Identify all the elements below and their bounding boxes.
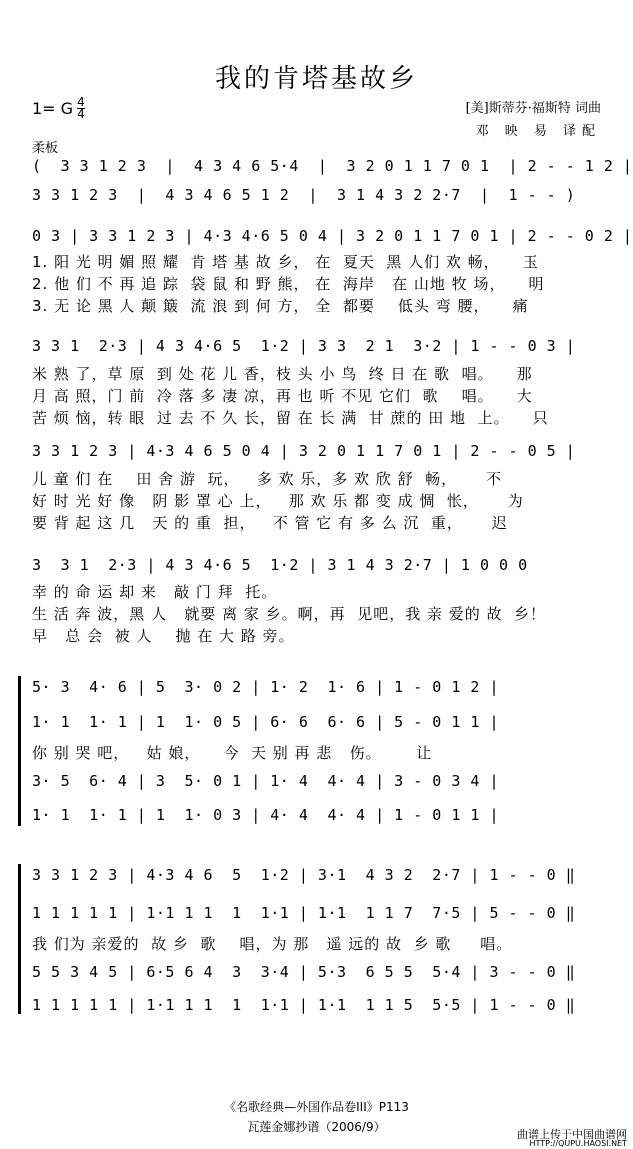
transcriber-credit: 瓦莲金娜抄谱（2006/9）	[247, 1120, 386, 1134]
verse-3-notes: 3 3 1 2 3 | 4·3 4 6 5 0 4 | 3 2 0 1 1 7 0 1 | 2 - - 0 5 |	[32, 442, 576, 460]
chorus-1-lyrics: 你 别 哭 吧， 姑 娘， 今 天 别 再 悲 伤。 让	[32, 744, 433, 762]
verse-4-notes: 3 3 1 2·3 | 4 3 4·6 5 1·2 | 3 1 4 3 2·7 | 1 0 0 0	[32, 556, 528, 574]
chorus-1-bracket	[18, 676, 25, 826]
chorus-1-part-1: 5· 3 4· 6 | 5 3· 0 2 | 1· 2 1· 6 | 1 - 0 1 2 |	[32, 678, 500, 696]
verse-1-lyric-2: 2. 他 们 不 再 追 踪 袋 鼠 和 野 熊， 在 海岸 在 山地 牧 场， 明	[32, 275, 545, 293]
chorus-2-bracket	[18, 864, 25, 1014]
chorus-1-part-3: 3· 5 6· 4 | 3 5· 0 1 | 1· 4 4· 4 | 3 - 0 3 4 |	[32, 772, 500, 790]
key-signature	[32, 97, 85, 120]
intro-line-2: 3 3 1 2 3 | 4 3 4 6 5 1 2 | 3 1 4 3 2 2·7 | 1 - - )	[32, 186, 576, 204]
verse-4-lyric-1: 幸 的 命 运 却 来 敲 门 拜 托。	[32, 583, 278, 601]
intro-line-1: ( 3 3 1 2 3 | 4 3 4 6 5·4 | 3 2 0 1 1 7 0 1 | 2 - - 1 2 |	[32, 157, 633, 175]
tempo-marking: 柔板	[32, 141, 59, 156]
verse-1-lyric-1: 1. 阳 光 明 媚 照 耀 肯 塔 基 故 乡， 在 夏天 黑 人们 欢 畅， 玉	[32, 253, 539, 271]
translator-credit: 邓 映 易 译配	[475, 124, 601, 139]
verse-3-lyric-1: 儿 童 们 在 田 舍 游 玩， 多 欢 乐，多 欢 欣 舒 畅， 不	[32, 470, 502, 488]
verse-1-notes: 0 3 | 3 3 1 2 3 | 4·3 4·6 5 0 4 | 3 2 0 1 1 7 0 1 | 2 - - 0 2 |	[32, 227, 633, 245]
time-top: 4	[77, 95, 85, 109]
verse-4-lyric-2: 生 活 奔 波，黑 人 就要 离 家 乡。啊，再 见吧，我 亲 爱的 故 乡！	[32, 605, 547, 623]
verse-2-lyric-3: 苦 烦 恼，转 眼 过 去 不 久 长，留 在 长 满 甘 蔗的 田 地 上。 只	[32, 409, 549, 427]
chorus-2-part-4: 1 1 1 1 1 | 1·1 1 1 1 1·1 | 1·1 1 1 5 5·5 | 1 - - 0 ‖	[32, 996, 576, 1014]
verse-3-lyric-2: 好 时 光 好 像 阴 影 罩 心 上， 那 欢 乐 都 变 成 惆 怅， 为	[32, 492, 524, 510]
verse-2-notes: 3 3 1 2·3 | 4 3 4·6 5 1·2 | 3 3 2 1 3·2 | 1 - - 0 3 |	[32, 337, 576, 355]
song-title: 我的肯塔基故乡	[214, 64, 418, 94]
chorus-2-part-3: 5 5 3 4 5 | 6·5 6 4 3 3·4 | 5·3 6 5 5 5·4 | 3 - - 0 ‖	[32, 963, 576, 981]
verse-1-lyric-3: 3. 无 论 黑 人 颠 簸 流 浪 到 何 方， 全 都要 低头 弯 腰， 痛	[32, 297, 529, 315]
verse-2-lyric-2: 月 高 照，门 前 冷 落 多 凄 凉，再 也 听 不见 它们 歌 唱。 大	[32, 387, 533, 405]
verse-3-lyric-3: 要 背 起 这 几 天 的 重 担， 不 管 它 有 多 么 沉 重， 迟	[32, 514, 508, 532]
site-url: HTTP://QUPU.HAOSI.NET	[529, 1139, 627, 1148]
chorus-1-part-4: 1· 1 1· 1 | 1 1· 0 3 | 4· 4 4· 4 | 1 - 0 1 1 |	[32, 806, 500, 824]
verse-2-lyric-1: 米 熟 了，草 原 到 处 花 儿 香，枝 头 小 鸟 终 日 在 歌 唱。 那	[32, 365, 533, 383]
time-signature	[77, 97, 85, 120]
verse-4-lyric-3: 早 总 会 被 人 抛 在 大 路 旁。	[32, 627, 295, 645]
time-bottom: 4	[77, 107, 85, 121]
key-label: 1= G	[32, 99, 74, 118]
source-citation: 《名歌经典—外国作品卷III》P113	[224, 1100, 409, 1114]
chorus-2-part-2: 1 1 1 1 1 | 1·1 1 1 1 1·1 | 1·1 1 1 7 7·5 | 5 - - 0 ‖	[32, 904, 576, 922]
site-watermark: 曲谱上传于中国曲谱网	[517, 1128, 627, 1141]
chorus-2-part-1: 3 3 1 2 3 | 4·3 4 6 5 1·2 | 3·1 4 3 2 2·7 | 1 - - 0 ‖	[32, 866, 576, 884]
chorus-1-part-2: 1· 1 1· 1 | 1 1· 0 5 | 6· 6 6· 6 | 5 - 0 1 1 |	[32, 713, 500, 731]
composer-credit: [美]斯蒂芬·福斯特 词曲	[465, 101, 601, 116]
chorus-2-lyrics: 我 们为 亲爱的 故 乡 歌 唱，为 那 遥 远的 故 乡 歌 唱。	[32, 935, 513, 953]
